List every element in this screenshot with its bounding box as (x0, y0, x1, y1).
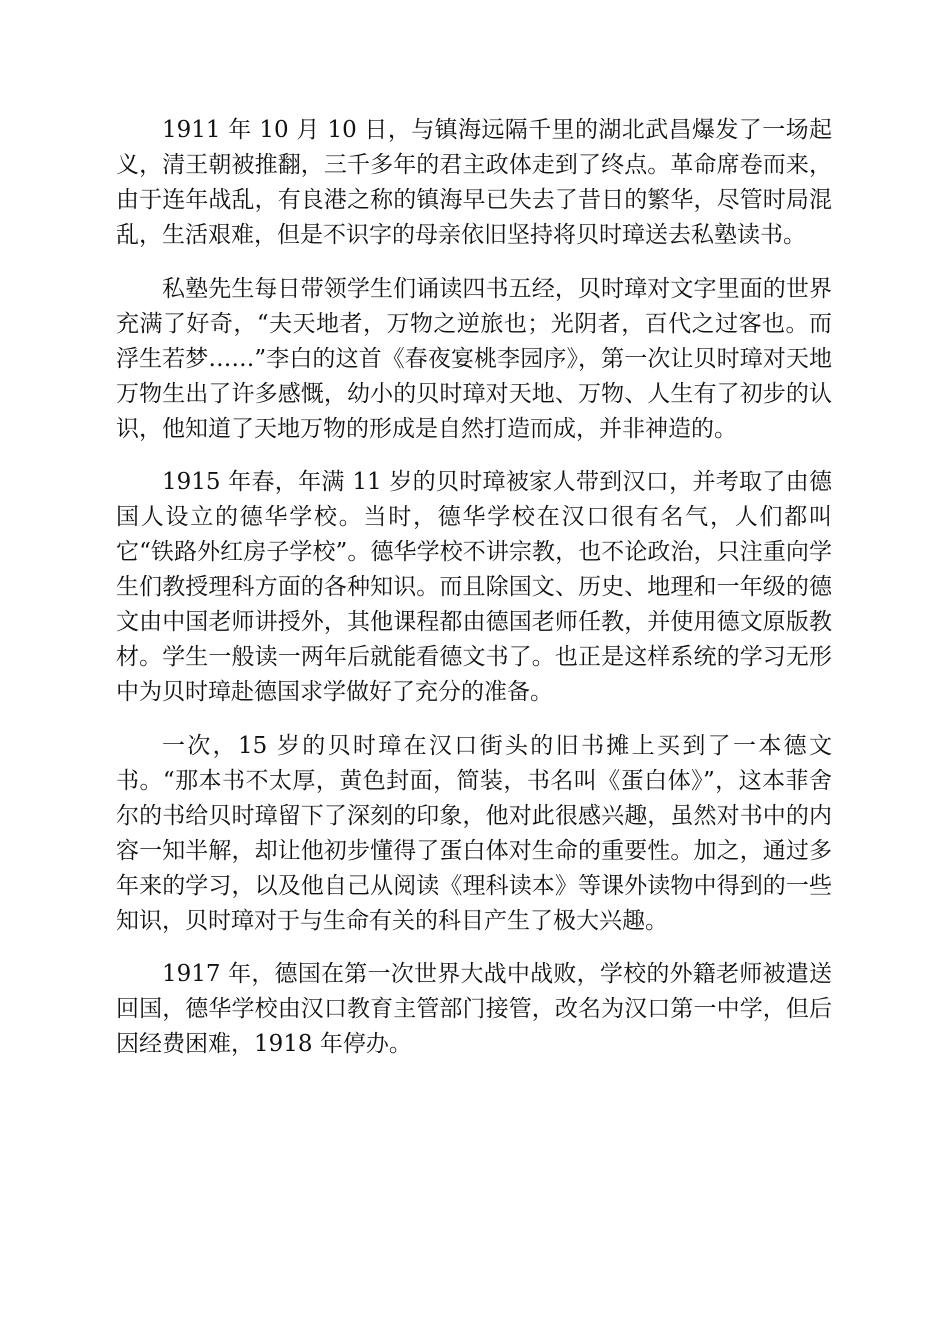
paragraph-4: 一次，15 岁的贝时璋在汉口街头的旧书摊上买到了一本德文书。“那本书不太厚，黄色封面，简装，书名叫《蛋白体》”，这本菲舍尔的书给贝时璋留下了深刻的印象，他对此很感兴趣，虽然对书中的内容一知半解，却让他初步懂得了蛋白体对生命的重要性。加之，通过多年来的学习，以及他自己从阅读《理科读本》等课外读物中得到的一些知识，贝时璋对于与生命有关的科目产生了极大兴趣。 (116, 732, 832, 934)
paragraph-5: 1917 年，德国在第一次世界大战中战败，学校的外籍老师被遣送回国，德华学校由汉口教育主管部门接管，改名为汉口第一中学，但后因经费困难，1918 年停办。 (116, 961, 832, 1057)
document-page (116, 113, 832, 1081)
paragraph-3: 1915 年春，年满 11 岁的贝时璋被家人带到汉口，并考取了由德国人设立的德华学校。当时，德华学校在汉口很有名气，人们都叫它“铁路外红房子学校”。德华学校不讲宗教，也不论政治，只注重向学生们教授理科方面的各种知识。而且除国文、历史、地理和一年级的德文由中国老师讲授外，其他课程都由德国老师任教，并使用德文原版教材。学生一般读一两年后就能看德文书了。也正是这样系统的学习无形中为贝时璋赴德国求学做好了充分的准备。 (116, 469, 832, 705)
paragraph-1: 1911 年 10 月 10 日，与镇海远隔千里的湖北武昌爆发了一场起义，清王朝被推翻，三千多年的君主政体走到了终点。革命席卷而来，由于连年战乱，有良港之称的镇海早已失去了昔日的繁华，尽管时局混乱，生活艰难，但是不识字的母亲依旧坚持将贝时璋送去私塾读书。 (116, 117, 832, 248)
paragraph-2: 私塾先生每日带领学生们诵读四书五经，贝时璋对文字里面的世界充满了好奇，“夫天地者，万物之逆旅也；光阴者，百代之过客也。而浮生若梦……”李白的这首《春夜宴桃李园序》，第一次让贝时璋对天地万物生出了许多感慨，幼小的贝时璋对天地、万物、人生有了初步的认识，他知道了天地万物的形成是自然打造而成，并非神造的。 (116, 275, 832, 442)
